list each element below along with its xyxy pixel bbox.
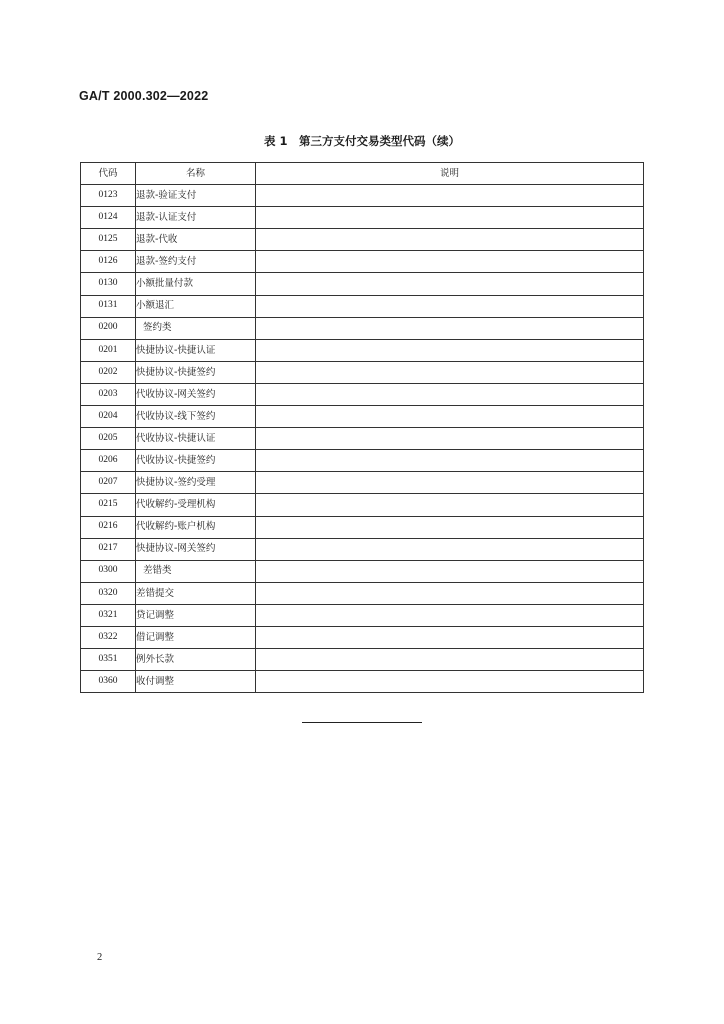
code-cell: 0124 <box>81 207 136 229</box>
description-cell <box>256 339 644 361</box>
name-cell: 小额批量付款 <box>136 273 256 295</box>
code-cell: 0322 <box>81 626 136 648</box>
table-row <box>81 185 644 207</box>
name-cell: 退款-验证支付 <box>136 185 256 207</box>
name-cell: 代收解约-受理机构 <box>136 494 256 516</box>
description-cell <box>256 626 644 648</box>
code-cell: 0360 <box>81 671 136 693</box>
description-cell <box>256 207 644 229</box>
name-cell: 代收协议-快捷签约 <box>136 450 256 472</box>
name-cell: 快捷协议-快捷签约 <box>136 361 256 383</box>
column-header-description: 说明 <box>256 163 644 185</box>
table-row <box>81 626 644 648</box>
code-cell: 0200 <box>81 317 136 339</box>
code-cell: 0204 <box>81 406 136 428</box>
table-row <box>81 339 644 361</box>
description-cell <box>256 428 644 450</box>
table-row <box>81 671 644 693</box>
table-row <box>81 273 644 295</box>
code-cell: 0215 <box>81 494 136 516</box>
table-row <box>81 494 644 516</box>
table-row-category <box>81 560 644 582</box>
category-name-cell: 签约类 <box>136 317 256 339</box>
code-cell: 0206 <box>81 450 136 472</box>
description-cell <box>256 604 644 626</box>
description-cell <box>256 472 644 494</box>
page-number: 2 <box>97 952 103 963</box>
name-cell: 快捷协议-网关签约 <box>136 538 256 560</box>
code-cell: 0351 <box>81 649 136 671</box>
end-of-table-rule <box>302 722 422 723</box>
table-row <box>81 229 644 251</box>
description-cell <box>256 649 644 671</box>
table-row <box>81 428 644 450</box>
description-cell <box>256 560 644 582</box>
description-cell <box>256 229 644 251</box>
description-cell <box>256 494 644 516</box>
code-cell: 0216 <box>81 516 136 538</box>
column-header-name: 名称 <box>136 163 256 185</box>
description-cell <box>256 516 644 538</box>
table-row <box>81 361 644 383</box>
description-cell <box>256 295 644 317</box>
table-row <box>81 538 644 560</box>
code-cell: 0207 <box>81 472 136 494</box>
description-cell <box>256 185 644 207</box>
name-cell: 小额退汇 <box>136 295 256 317</box>
description-cell <box>256 317 644 339</box>
description-cell <box>256 406 644 428</box>
name-cell: 差错提交 <box>136 582 256 604</box>
table-row <box>81 604 644 626</box>
table-row <box>81 383 644 405</box>
name-cell: 退款-代收 <box>136 229 256 251</box>
name-cell: 收付调整 <box>136 671 256 693</box>
description-cell <box>256 671 644 693</box>
column-header-code: 代码 <box>81 163 136 185</box>
name-cell: 代收协议-网关签约 <box>136 383 256 405</box>
code-cell: 0131 <box>81 295 136 317</box>
code-cell: 0205 <box>81 428 136 450</box>
table-row <box>81 295 644 317</box>
table-header-row <box>81 163 644 185</box>
description-cell <box>256 383 644 405</box>
table-row <box>81 406 644 428</box>
table-row <box>81 582 644 604</box>
description-cell <box>256 450 644 472</box>
standard-code: GA/T 2000.302—2022 <box>79 89 209 103</box>
table-row <box>81 516 644 538</box>
name-cell: 借记调整 <box>136 626 256 648</box>
name-cell: 代收协议-线下签约 <box>136 406 256 428</box>
name-cell: 贷记调整 <box>136 604 256 626</box>
code-cell: 0217 <box>81 538 136 560</box>
name-cell: 代收解约-账户机构 <box>136 516 256 538</box>
description-cell <box>256 538 644 560</box>
description-cell <box>256 273 644 295</box>
code-cell: 0126 <box>81 251 136 273</box>
table-row <box>81 207 644 229</box>
code-cell: 0300 <box>81 560 136 582</box>
name-cell: 快捷协议-签约受理 <box>136 472 256 494</box>
code-cell: 0203 <box>81 383 136 405</box>
description-cell <box>256 582 644 604</box>
code-cell: 0201 <box>81 339 136 361</box>
transaction-type-code-table <box>80 162 644 693</box>
name-cell: 快捷协议-快捷认证 <box>136 339 256 361</box>
code-cell: 0125 <box>81 229 136 251</box>
category-name-cell: 差错类 <box>136 560 256 582</box>
code-cell: 0321 <box>81 604 136 626</box>
description-cell <box>256 251 644 273</box>
name-cell: 例外长款 <box>136 649 256 671</box>
table-row <box>81 472 644 494</box>
table-row <box>81 649 644 671</box>
code-cell: 0320 <box>81 582 136 604</box>
name-cell: 退款-认证支付 <box>136 207 256 229</box>
table-row <box>81 450 644 472</box>
table-title: 表 1 第三方支付交易类型代码（续） <box>263 134 460 148</box>
description-cell <box>256 361 644 383</box>
code-cell: 0123 <box>81 185 136 207</box>
table-row <box>81 251 644 273</box>
table-row-category <box>81 317 644 339</box>
name-cell: 代收协议-快捷认证 <box>136 428 256 450</box>
code-cell: 0202 <box>81 361 136 383</box>
name-cell: 退款-签约支付 <box>136 251 256 273</box>
code-cell: 0130 <box>81 273 136 295</box>
